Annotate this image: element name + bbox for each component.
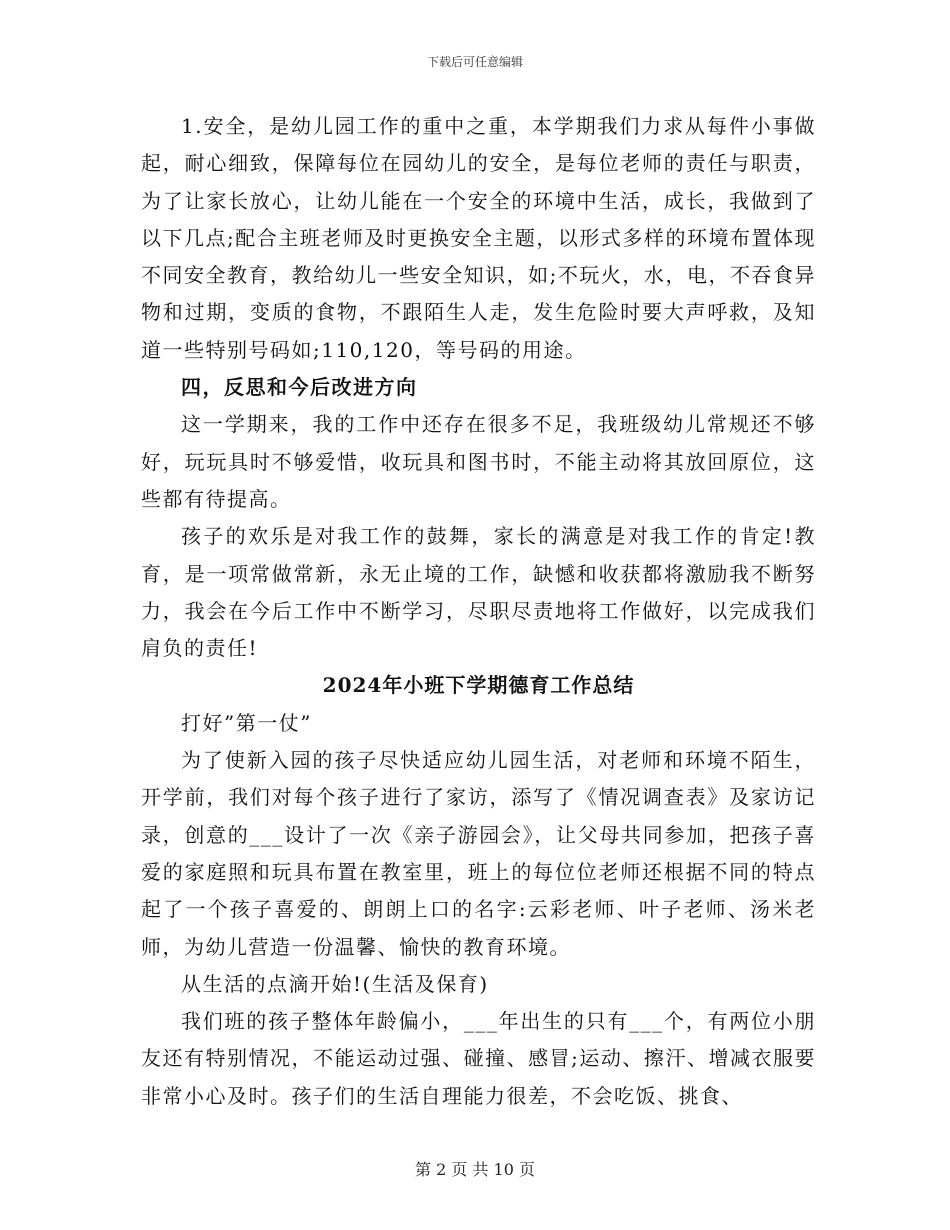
section-heading-reflection: 四，反思和今后改进方向 [181, 375, 418, 400]
header-note: 下载后可任意编辑 [426, 55, 523, 69]
page-number-footer: 第 2 页 共 10 页 [415, 1160, 535, 1179]
paragraph-class-children: 我们班的孩子整体年龄偏小，___年出生的只有___个，有两位小朋友还有特别情况，不能运动过强、碰撞、感冒;运动、擦汗、增减衣服要非常小心及时。孩子们的生活自理能力很差，不会吃饭、挑食、 [141, 1009, 816, 1108]
paragraph-life-start: 从生活的点滴开始!(生活及保育) [181, 971, 489, 996]
paragraph-first-battle: 打好”第一仗” [181, 710, 312, 735]
document-title: 2024年小班下学期德育工作总结 [322, 673, 635, 698]
paragraph-encouragement: 孩子的欢乐是对我工作的鼓舞，家长的满意是对我工作的肯定!教育，是一项常做常新，永无止境的工作，缺憾和收获都将激励我不断努力，我会在今后工作中不断学习，尽职尽责地将工作做好，以完成我们肩负的责任! [141, 524, 816, 661]
paragraph-shortcomings: 这一学期来，我的工作中还存在很多不足，我班级幼儿常规还不够好，玩玩具时不够爱惜，收玩具和图书时，不能主动将其放回原位，这些都有待提高。 [141, 412, 816, 511]
paragraph-safety: 1.安全，是幼儿园工作的重中之重，本学期我们力求从每件小事做起，耐心细致，保障每位在园幼儿的安全，是每位老师的责任与职责，为了让家长放心，让幼儿能在一个安全的环境中生活，成长，我做到了以下几点;配合主班老师及时更换安全主题，以形式多样的环境布置体现不同安全教育，教给幼儿一些安全知识，如;不玩火，水，电，不吞食异物和过期，变质的食物，不跟陌生人走，发生危险时要大声呼救，及知道一些特别号码如;110,120，等号码的用途。 [141, 114, 816, 362]
paragraph-home-visit: 为了使新入园的孩子尽快适应幼儿园生活，对老师和环境不陌生，开学前，我们对每个孩子进行了家访，添写了《情况调查表》及家访记录，创意的___设计了一次《亲子游园会》，让父母共同参加，把孩子喜爱的家庭照和玩具布置在教室里，班上的每位位老师还根据不同的特点起了一个孩子喜爱的、朗朗上口的名字:云彩老师、叶子老师、汤米老师，为幼儿营造一份温馨、愉快的教育环境。 [141, 748, 816, 959]
document-body [141, 108, 816, 1115]
